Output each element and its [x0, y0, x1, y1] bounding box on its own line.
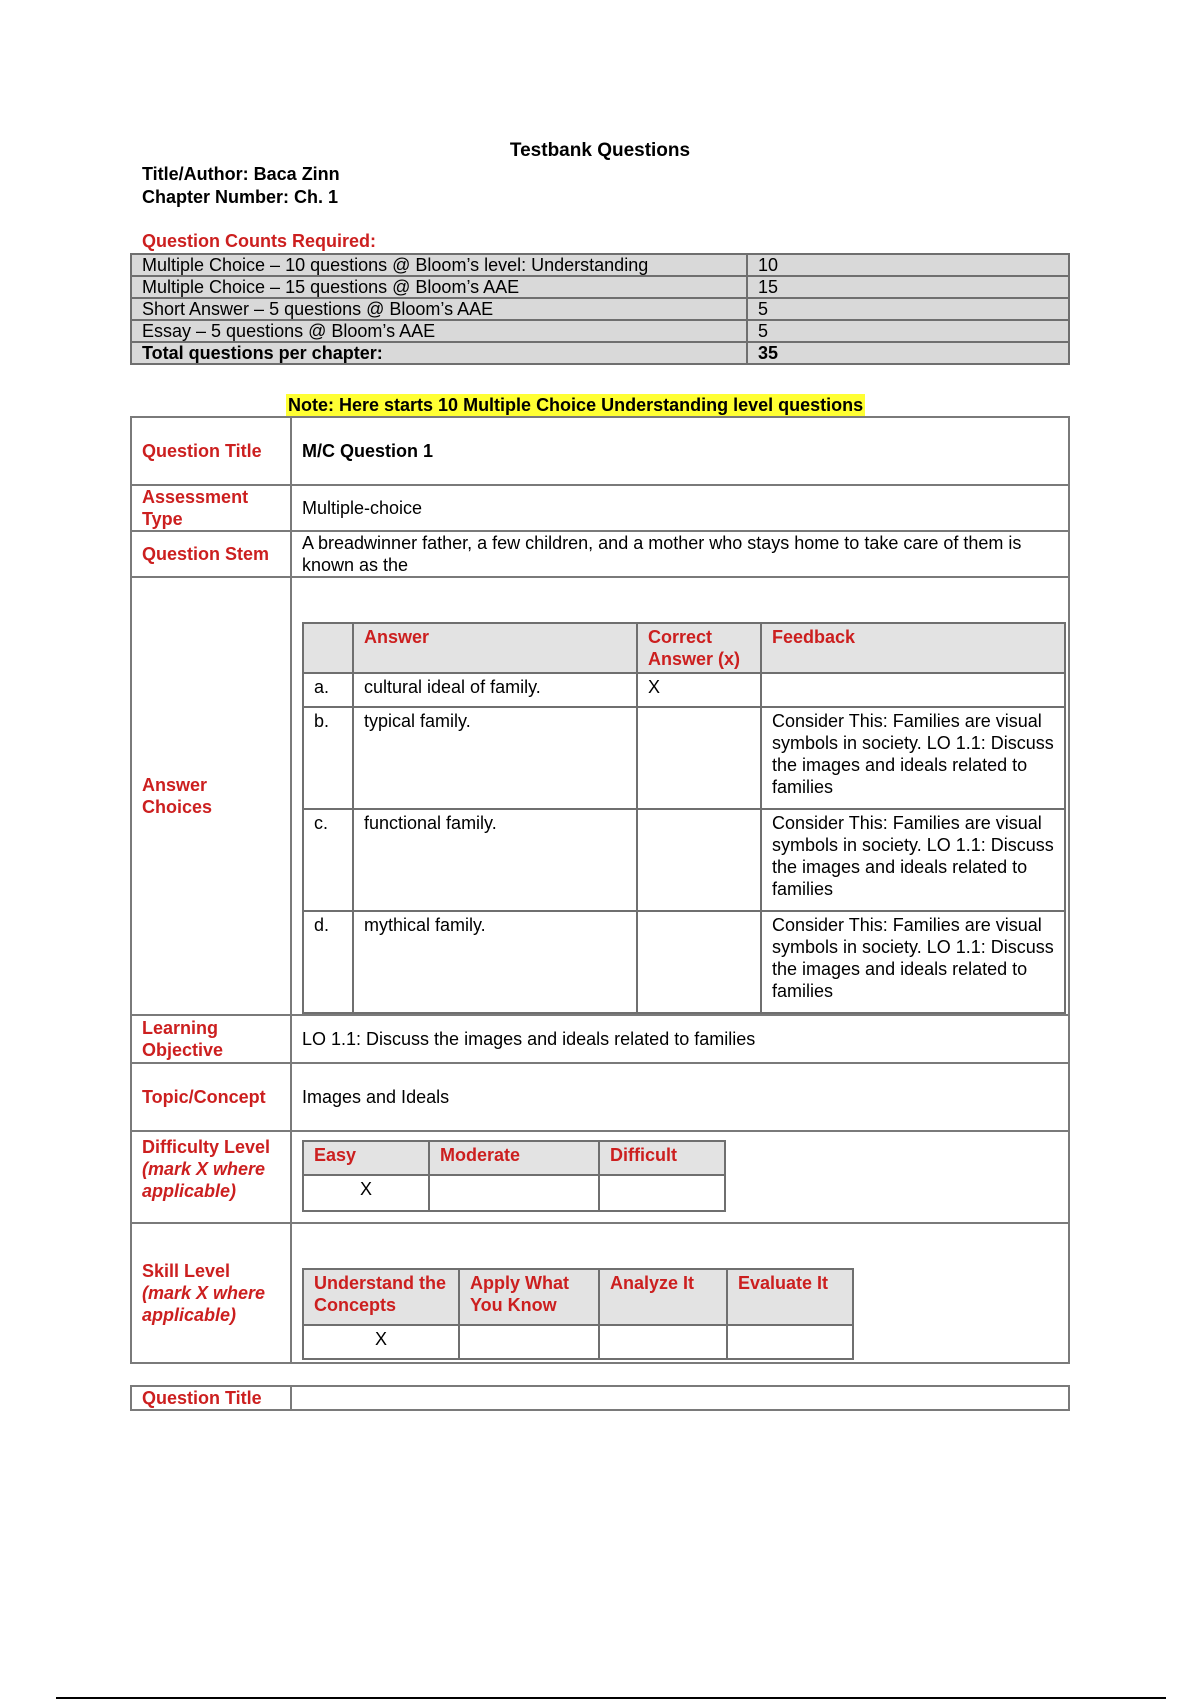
answer-correct-mark: [637, 707, 761, 809]
difficulty-label: Difficulty Level: [142, 1137, 271, 1157]
answer-feedback: Consider This: Families are visual symbols in society. LO 1.1: Discuss the images and ideals related to families: [761, 809, 1065, 911]
counts-value: 5: [747, 320, 1069, 342]
topic-label: Topic/Concept: [131, 1063, 291, 1131]
learning-objective-value: LO 1.1: Discuss the images and ideals related to families: [291, 1015, 1069, 1063]
answer-header: Answer: [353, 623, 637, 673]
difficulty-difficult-mark: [599, 1175, 725, 1211]
difficulty-moderate-header: Moderate: [429, 1141, 599, 1175]
answer-correct-mark: X: [637, 673, 761, 707]
answer-correct-mark: [637, 911, 761, 1013]
answer-letter: b.: [303, 707, 353, 809]
answer-letter: d.: [303, 911, 353, 1013]
answer-text: functional family.: [353, 809, 637, 911]
title-author: Title/Author: Baca Zinn: [142, 164, 340, 184]
next-question-title-value: [291, 1386, 1069, 1410]
question-table: [130, 416, 1070, 1364]
counts-desc: Essay – 5 questions @ Bloom’s AAE: [131, 320, 747, 342]
skill-hint: (mark X where applicable): [142, 1283, 266, 1325]
answer-text: typical family.: [353, 707, 637, 809]
counts-row: [131, 254, 1069, 276]
counts-row: [131, 320, 1069, 342]
skill-analyze-mark: [599, 1325, 727, 1359]
next-question-title-label: Question Title: [131, 1386, 291, 1410]
feedback-header: Feedback: [761, 623, 1065, 673]
answer-row: [303, 809, 1065, 911]
difficulty-difficult-header: Difficult: [599, 1141, 725, 1175]
difficulty-row: [131, 1131, 1069, 1223]
section-note: Note: Here starts 10 Multiple Choice Understanding level questions: [288, 395, 864, 415]
skill-evaluate-mark: [727, 1325, 853, 1359]
question-title-row: [131, 417, 1069, 485]
answer-choices-label: Answer Choices: [131, 577, 291, 1015]
question-title-label: Question Title: [131, 417, 291, 485]
skill-understand-header: Understand the Concepts: [303, 1269, 459, 1325]
topic-value: Images and Ideals: [291, 1063, 1069, 1131]
answer-text: mythical family.: [353, 911, 637, 1013]
learning-objective-label: Learning Objective: [131, 1015, 291, 1063]
difficulty-hint: (mark X where applicable): [142, 1159, 266, 1201]
answer-letter: c.: [303, 809, 353, 911]
answer-row: [303, 911, 1065, 1013]
question-stem-label: Question Stem: [131, 531, 291, 577]
skill-row: [131, 1223, 1069, 1363]
correct-header: Correct Answer (x): [637, 623, 761, 673]
difficulty-table: [302, 1140, 726, 1212]
answer-feedback: Consider This: Families are visual symbols in society. LO 1.1: Discuss the images and ideals related to families: [761, 707, 1065, 809]
skill-table: [302, 1268, 854, 1360]
chapter-number: Chapter Number: Ch. 1: [142, 187, 339, 207]
counts-value: 10: [747, 254, 1069, 276]
answer-row: [303, 707, 1065, 809]
topic-row: [131, 1063, 1069, 1131]
question-stem-value: A breadwinner father, a few children, and a mother who stays home to take care of them is known as the: [291, 531, 1069, 577]
counts-value: 5: [747, 298, 1069, 320]
difficulty-easy-mark: X: [303, 1175, 429, 1211]
counts-total-value: 35: [747, 342, 1069, 364]
skill-apply-mark: [459, 1325, 599, 1359]
question-counts-table: [130, 253, 1070, 365]
question-title-value: M/C Question 1: [291, 417, 1069, 485]
skill-analyze-header: Analyze It: [599, 1269, 727, 1325]
page-bottom-rule: [56, 1697, 1166, 1699]
assessment-type-label: Assessment Type: [131, 485, 291, 531]
skill-evaluate-header: Evaluate It: [727, 1269, 853, 1325]
skill-label: Skill Level: [142, 1261, 231, 1281]
answer-text: cultural ideal of family.: [353, 673, 637, 707]
answer-feedback: Consider This: Families are visual symbols in society. LO 1.1: Discuss the images and ideals related to families: [761, 911, 1065, 1013]
answer-header-row: [303, 623, 1065, 673]
answer-choices-table: [302, 622, 1066, 1014]
counts-total-desc: Total questions per chapter:: [131, 342, 747, 364]
learning-objective-row: [131, 1015, 1069, 1063]
answer-letter: a.: [303, 673, 353, 707]
answer-feedback: [761, 673, 1065, 707]
question-stem-row: [131, 531, 1069, 577]
next-question-table: [130, 1385, 1070, 1411]
counts-desc: Multiple Choice – 15 questions @ Bloom’s AAE: [131, 276, 747, 298]
question-counts-label: Question Counts Required:: [142, 231, 376, 251]
counts-row: [131, 298, 1069, 320]
assessment-type-row: [131, 485, 1069, 531]
counts-value: 15: [747, 276, 1069, 298]
answer-choices-row: [131, 577, 1069, 1015]
answer-row: [303, 673, 1065, 707]
counts-desc: Short Answer – 5 questions @ Bloom’s AAE: [131, 298, 747, 320]
skill-understand-mark: X: [303, 1325, 459, 1359]
answer-correct-mark: [637, 809, 761, 911]
assessment-type-value: Multiple-choice: [291, 485, 1069, 531]
document-heading: Testbank Questions: [509, 140, 691, 161]
counts-row: [131, 276, 1069, 298]
skill-apply-header: Apply What You Know: [459, 1269, 599, 1325]
difficulty-easy-header: Easy: [303, 1141, 429, 1175]
counts-desc: Multiple Choice – 10 questions @ Bloom’s level: Understanding: [131, 254, 747, 276]
difficulty-moderate-mark: [429, 1175, 599, 1211]
counts-total-row: [131, 342, 1069, 364]
